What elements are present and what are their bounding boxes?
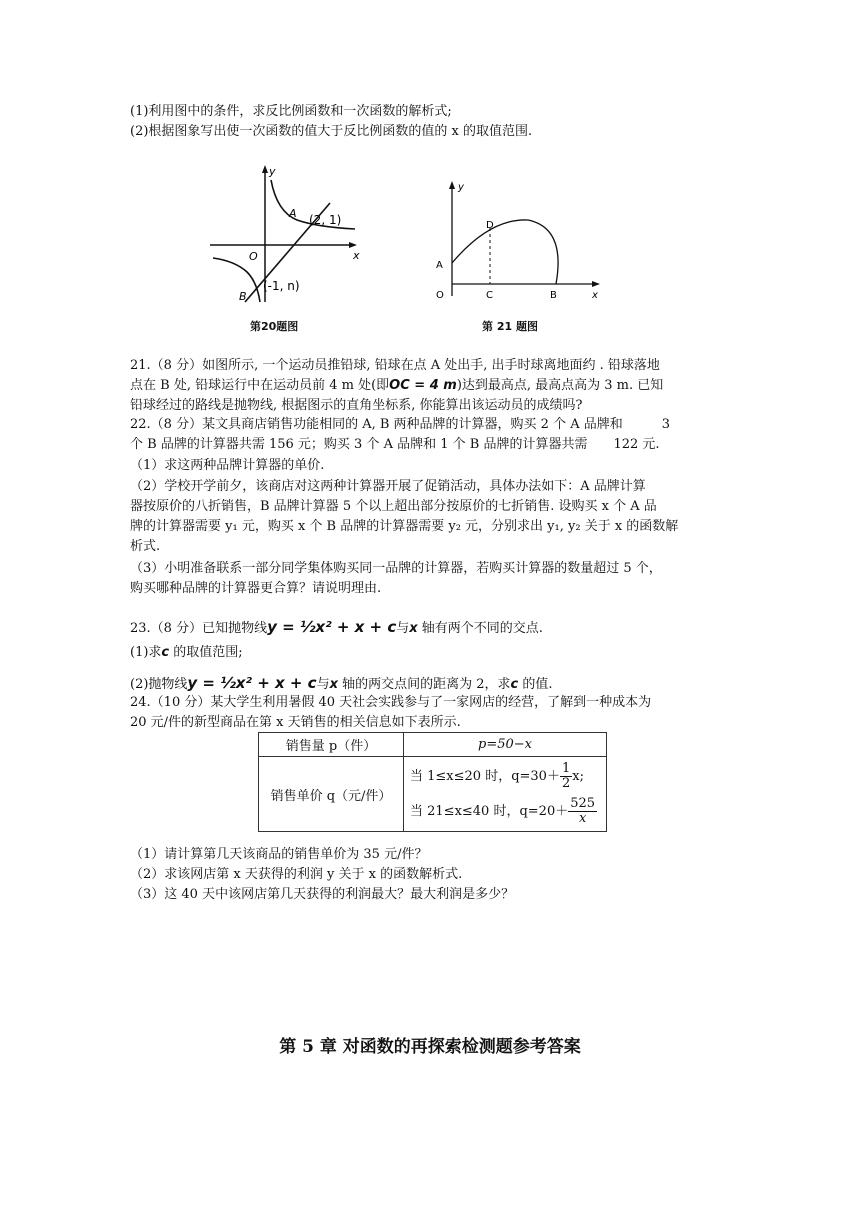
fig21-c-label: C xyxy=(486,290,493,301)
fig21-x-arrow xyxy=(592,281,600,287)
fig20-y-arrow xyxy=(262,165,268,173)
fig21-x-label: x xyxy=(592,290,598,301)
intro-line-1: (1)利用图中的条件，求反比例函数和一次函数的解析式; xyxy=(130,104,452,119)
q23-x-variable: x xyxy=(409,621,418,636)
case-2 xyxy=(410,794,600,829)
row2-label-cell: 销售单价 q（元/件） xyxy=(259,757,404,832)
q22-line-8: （3）小明准备联系一部分同学集体购买同一品牌的计算器，若购买计算器的数量超过 5 个， xyxy=(130,561,662,576)
fig21-origin-label: O xyxy=(436,290,444,301)
table-row xyxy=(259,733,607,757)
case-2-denominator: x xyxy=(578,811,587,826)
fig20-origin-label: O xyxy=(249,250,258,263)
q23-line-1-c: 轴有两个不同的交点. xyxy=(421,621,543,636)
fig21-a-label: A xyxy=(436,260,443,271)
fig20-point-a-coord: (2, 1) xyxy=(309,213,342,227)
q22-line-2: 个 B 品牌的计算器共需 156 元；购买 3 个 A 品牌和 1 个 B 品牌的计算器共需 122 元. xyxy=(130,437,660,452)
table-row xyxy=(259,757,607,832)
q23-line-3-c: 轴的两交点间的距离为 2，求 xyxy=(342,677,511,692)
q23-c-variable: c xyxy=(161,645,170,660)
fig20-x-label: x xyxy=(353,249,360,262)
figure-21 xyxy=(428,178,608,304)
case-2-fraction xyxy=(568,797,597,826)
fig20-hyperbola-lower xyxy=(213,258,260,302)
fig20-point-b-label: B xyxy=(239,290,247,303)
q21-line-2-b: )达到最高点, 最高点高为 3 m. 已知 xyxy=(456,378,664,393)
q23-parabola-equation-2: y = ½x² + x + c xyxy=(187,674,317,692)
answers-title: 第 5 章 对函数的再探索检测题参考答案 xyxy=(279,1037,581,1057)
case-1-suffix: x; xyxy=(572,769,584,784)
q23-line-3-b: 与 xyxy=(316,677,330,692)
fig20-point-b-coord: (-1, n) xyxy=(263,279,300,293)
fig20-point-a-label: A xyxy=(289,207,297,220)
row2-value-cell xyxy=(404,757,607,832)
q22-line-4: （2）学校开学前夕，该商店对这两种计算器开展了促销活动，具体办法如下：A 品牌计算 xyxy=(130,479,646,494)
q21-line-2-a: 点在 B 处, 铅球运行中在运动员前 4 m 处(即 xyxy=(130,378,390,393)
q24-sub-3: （3）这 40 天中该网店第几天获得的利润最大？最大利润是多少？ xyxy=(130,887,515,902)
q23-line-2-b: 的取值范围; xyxy=(173,645,243,660)
fig20-y-label: y xyxy=(269,165,276,178)
fig21-y-label: y xyxy=(458,182,464,193)
q24-sub-2: （2）求该网店第 x 天获得的利润 y 关于 x 的函数解析式. xyxy=(130,867,463,882)
q21-line-2 xyxy=(130,377,663,395)
fig21-y-arrow xyxy=(449,181,455,189)
figure-21-caption: 第 21 题图 xyxy=(482,320,538,333)
case-1-fraction xyxy=(560,762,572,791)
figure-20 xyxy=(205,160,365,306)
row1-value-cell: p=50−x xyxy=(404,733,607,757)
q23-parabola-equation: y = ½x² + x + c xyxy=(267,618,397,636)
figure-20-caption: 第20题图 xyxy=(250,320,299,333)
q23-line-1-a: 23.（8 分）已知抛物线 xyxy=(130,621,268,636)
q23-line-1-b: 与 xyxy=(396,621,410,636)
q24-sub-1: （1）请计算第几天该商品的销售单价为 35 元/件？ xyxy=(130,847,428,862)
q23-line-3-a: (2)抛物线 xyxy=(130,677,188,692)
q24-line-2: 20 元/件的新型商品在第 x 天销售的相关信息如下表所示. xyxy=(130,715,461,730)
q22-line-5: 器按原价的八折销售，B 品牌计算器 5 个以上超出部分按原价的七折销售. 设购买 x 个 A 品 xyxy=(130,499,657,514)
q21-oc-equation: OC = 4 m xyxy=(389,378,457,393)
q23-line-1 xyxy=(130,612,543,644)
intro-line-2: (2)根据图象写出使一次函数的值大于反比例函数的值的 x 的取值范围. xyxy=(130,124,533,139)
case-1-numerator: 1 xyxy=(561,761,571,776)
q23-line-2-a: (1)求 xyxy=(130,645,162,660)
q21-line-3: 铅球经过的路线是抛物线, 根据图示的直角坐标系, 你能算出该运动员的成绩吗? xyxy=(130,398,583,413)
q23-x-variable-2: x xyxy=(329,677,338,692)
row1-label-cell: 销售量 p（件） xyxy=(259,733,404,757)
fig21-b-label: B xyxy=(550,290,557,301)
case-2-prefix: 当 21≤x≤40 时，q=20＋ xyxy=(410,804,569,819)
fig21-d-label: D xyxy=(486,220,494,231)
q24-info-table xyxy=(258,732,607,832)
q23-c-variable-2: c xyxy=(510,677,519,692)
fig21-parabola xyxy=(452,220,558,284)
case-1 xyxy=(410,759,600,794)
q22-line-9: 购买哪种品牌的计算器更合算？请说明理由. xyxy=(130,581,382,596)
case-2-numerator: 525 xyxy=(570,796,596,811)
q22-line-7: 析式. xyxy=(130,539,161,554)
q24-line-1: 24.（10 分）某大学生利用暑假 40 天社会实践参与了一家网店的经营，了解到一种成本为 xyxy=(130,695,652,710)
q23-line-3-d: 的值. xyxy=(522,677,553,692)
q22-line-6: 牌的计算器需要 y₁ 元，购买 x 个 B 品牌的计算器需要 y₂ 元，分别求出 y₁, y₂ 关于 x 的函数解 xyxy=(130,519,679,534)
q22-line-3: （1）求这两种品牌计算器的单价. xyxy=(130,458,325,473)
q21-line-1: 21.（8 分）如图所示, 一个运动员推铅球, 铅球在点 A 处出手, 出手时球离地面约 . 铅球落地 xyxy=(130,358,660,373)
q22-line-1: 22.（8 分）某文具商店销售功能相同的 A, B 两种品牌的计算器，购买 2 个 A 品牌和 3 xyxy=(130,417,671,432)
case-1-denominator: 2 xyxy=(561,776,571,791)
case-1-prefix: 当 1≤x≤20 时，q=30＋ xyxy=(410,769,560,784)
fig20-x-arrow xyxy=(349,242,357,248)
q23-line-2 xyxy=(130,644,243,662)
